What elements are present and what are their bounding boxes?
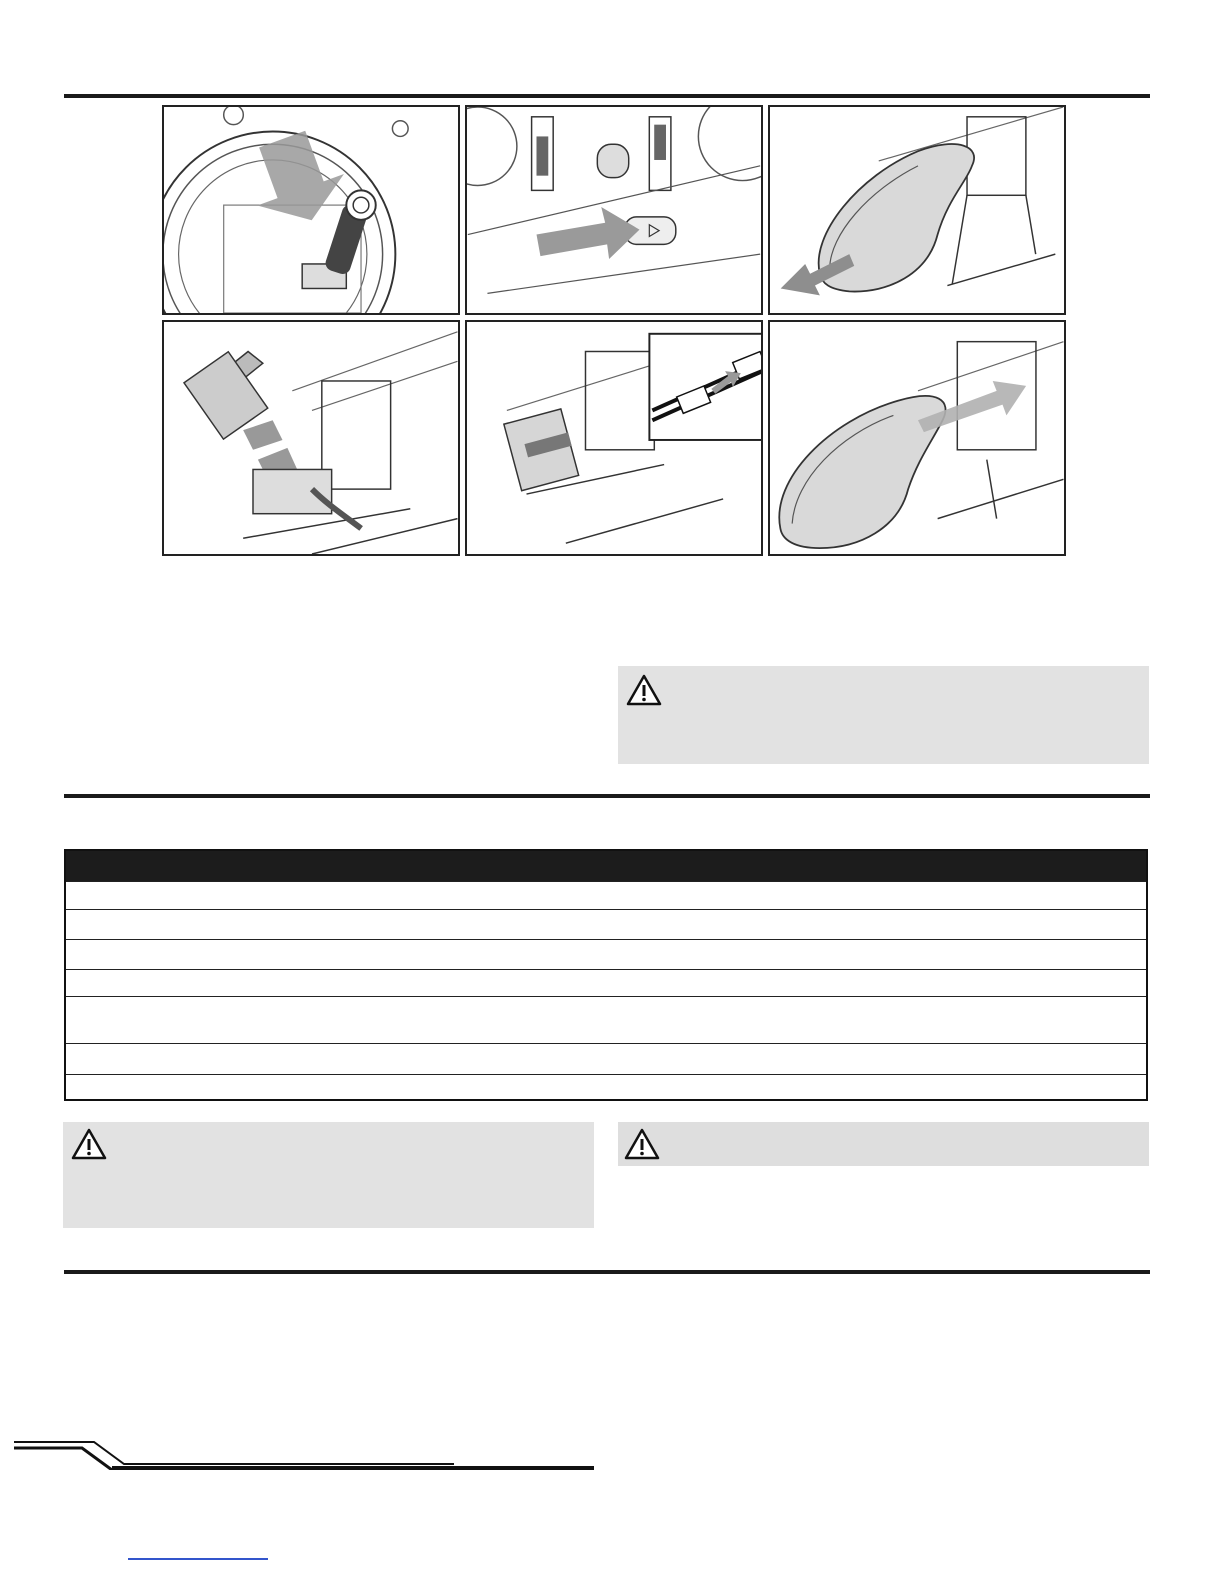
footer-link[interactable] [128, 1558, 268, 1560]
battery-mount-illustration [164, 322, 458, 554]
panel-connect-battery [465, 320, 763, 556]
warning-box-bottom-right [618, 1122, 1149, 1166]
warning-box-bottom-left [63, 1122, 594, 1228]
table-row [65, 1044, 1147, 1075]
connector-inset-illustration [649, 334, 761, 440]
panel-insert-stick [162, 105, 460, 315]
warning-triangle-icon [71, 1128, 107, 1160]
warning-triangle-icon [624, 1128, 660, 1160]
table-header-cell [65, 850, 1147, 882]
table-row [65, 970, 1147, 997]
footer-decoration [14, 1440, 594, 1470]
battery-connect-illustration [467, 322, 761, 554]
table-row [65, 910, 1147, 940]
canopy-install-illustration [770, 322, 1064, 554]
table-row [65, 940, 1147, 970]
table-row [65, 1075, 1147, 1101]
section-rule-bottom [64, 1270, 1150, 1274]
panel-install-canopy [768, 320, 1066, 556]
warning-triangle-icon [626, 674, 662, 706]
table-row [65, 997, 1147, 1044]
table-header-row [65, 850, 1147, 882]
spec-table [64, 849, 1148, 1101]
table-row [65, 882, 1147, 910]
section-rule-top [64, 94, 1150, 98]
panel-battery-mount [162, 320, 460, 556]
warning-box-top [618, 666, 1149, 764]
figure-grid [162, 105, 1066, 556]
canopy-removal-illustration [770, 107, 1064, 313]
power-switch-illustration [467, 107, 761, 313]
stick-insert-illustration [164, 107, 458, 313]
panel-remove-canopy [768, 105, 1066, 315]
panel-power-switch [465, 105, 763, 315]
section-rule-middle [64, 794, 1150, 798]
